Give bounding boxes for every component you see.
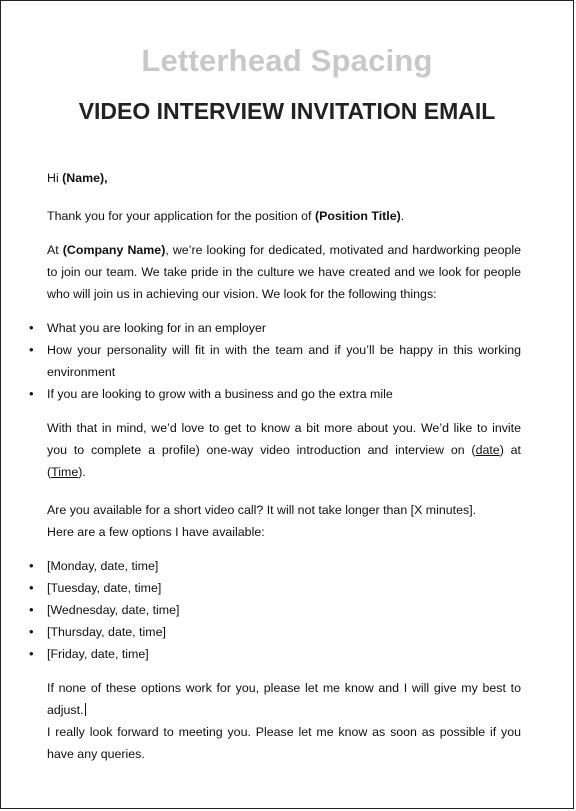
invite-middle: ) at ( [47, 443, 521, 479]
list-item: • If you are looking to grow with a business and go the extra mile [47, 383, 521, 405]
letterhead-placeholder: Letterhead Spacing [141, 43, 433, 78]
greeting-prefix: Hi [47, 171, 63, 185]
date-placeholder: date [475, 443, 500, 457]
list-item: • How your personality will fit in with the team and if you’ll be happy in this working environment [47, 339, 521, 383]
invite-paragraph [47, 417, 521, 483]
intro-prefix: At [47, 243, 63, 257]
position-title: (Position Title) [314, 209, 401, 223]
time-placeholder: Time [51, 465, 79, 479]
list-item: • [Thursday, date, time] [47, 621, 521, 643]
thanks-paragraph [47, 205, 521, 227]
list-item: • [Wednesday, date, time] [47, 599, 521, 621]
options-intro: Here are a few options I have available: [47, 525, 265, 539]
looking-for-list [47, 317, 521, 405]
thanks-text: Thank you for your application for the position of [47, 209, 315, 223]
intro-paragraph [47, 239, 521, 305]
list-item: • [Friday, date, time] [47, 643, 521, 665]
email-body[interactable] [47, 167, 521, 765]
availability-question: Are you available for a short video call? It will not take longer than [X minutes]. [47, 503, 477, 517]
list-item: • What you are looking for in an employer [47, 317, 521, 339]
company-name: (Company Name) [62, 243, 166, 257]
greeting-line [47, 167, 521, 189]
text-cursor [85, 703, 86, 716]
thanks-suffix: . [400, 209, 405, 223]
list-item: • [Tuesday, date, time] [47, 577, 521, 599]
closing-text-1: If none of these options work for you, please let me know and I will give my best to adjust. [47, 681, 521, 717]
intro-text: , we’re looking for dedicated, motivated and hardworking people to join our team. We take pride in the culture we have created and we look for people who will join us in achieving our vision. We look for the following things: [47, 243, 521, 301]
list-item: • [Monday, date, time] [47, 555, 521, 577]
closing-paragraph-2: I really look forward to meeting you. Please let me know as soon as possible if you have any queries. [47, 725, 521, 761]
options-list [47, 555, 521, 665]
invite-suffix: ). [78, 465, 86, 479]
invite-text: With that in mind, we’d love to get to know a bit more about you. We’d like to invite you to complete a profile) one-way video introduction and interview on ( [47, 421, 521, 457]
recipient-name: (Name), [62, 171, 108, 185]
document-title: VIDEO INTERVIEW INVITATION EMAIL [78, 98, 496, 124]
closing-paragraph-1 [47, 677, 521, 721]
